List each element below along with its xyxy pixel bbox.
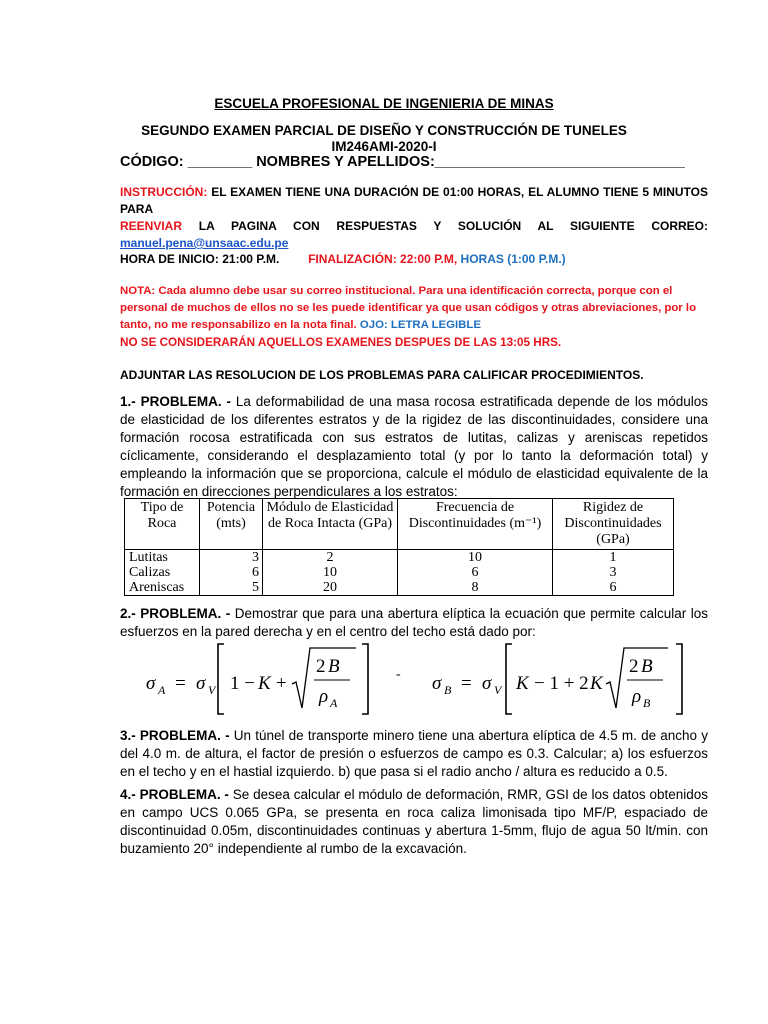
svg-text:− 1 + 2: − 1 + 2 [534, 673, 589, 694]
problem-3 [120, 727, 708, 781]
svg-text:V: V [494, 683, 502, 697]
svg-text:B: B [643, 696, 651, 710]
exam-title: SEGUNDO EXAMEN PARCIAL DE DISEÑO Y CONSTRUCCIÓN DE TUNELES [141, 123, 627, 138]
svg-text:B: B [641, 656, 653, 677]
svg-text:+: + [276, 673, 287, 694]
svg-text:=: = [175, 673, 186, 694]
problem-1-label: 1.- PROBLEMA. - [120, 394, 232, 409]
svg-text:σ: σ [146, 673, 156, 694]
cell-frecuencia: 8 [398, 580, 553, 596]
schedule-line [120, 252, 566, 266]
cell-rock: Areniscas [125, 580, 200, 596]
problem-1-text: La deformabilidad de una masa rocosa estratificada depende de los módulos de elasticidad de los diferentes estratos y de la rigidez de las discontinuidades, considere una formación rocosa estratificada con sus estratos de lutitas, calizas y areniscas repetidos cíclicamente, considerando el desplazamiento total (y por lo tanto la deformación total) y empleando la información que se proporciona, calcule el módulo de elasticidad equivalente de la formación en direcciones perpendiculares a los estratos: [120, 394, 708, 499]
header-modulo: Módulo de Elasticidad de Roca Intacta (GPa) [263, 499, 398, 550]
problem-4-label: 4.- PROBLEMA. - [120, 787, 229, 802]
duration: HORAS (1:00 P.M.) [460, 252, 566, 266]
svg-text:ρ: ρ [319, 686, 329, 707]
svg-text:σ: σ [196, 673, 206, 694]
problem-3-label: 3.- PROBLEMA. - [120, 728, 230, 743]
instruction-label: INSTRUCCIÓN: [120, 185, 208, 199]
cell-rock: Calizas [125, 565, 200, 580]
svg-text:V: V [208, 683, 216, 697]
svg-text:B: B [444, 683, 452, 697]
end-time: FINALIZACIÓN: 22:00 P.M, [308, 252, 458, 266]
formula-sigma-b [432, 644, 682, 714]
header-potencia: Potencia (mts) [200, 499, 263, 550]
problem-3-text: Un túnel de transporte minero tiene una abertura elíptica de 4.5 m. de ancho y del 4.0 m. de altura, el factor de presión o esfuerzos de campo es 0.3. Calcular; a) los esfuerzos en el techo y en el hastial izquierdo. b) que pasa si el radio ancho / altura es reducido a 0.5. [120, 728, 708, 779]
instruction-text-1: EL EXAMEN TIENE UNA DURACIÓN DE 01:00 HORAS, EL ALUMNO TIENE 5 MINUTOS PARA [120, 185, 708, 216]
start-time: HORA DE INICIO: 21:00 P.M. [120, 252, 280, 266]
cell-potencia: 6 [200, 565, 263, 580]
cell-modulo: 10 [263, 565, 398, 580]
problem-4 [120, 786, 708, 858]
nota-text: NOTA: Cada alumno debe usar su correo institucional. Para una identificación correcta, porque con el personal de muchos de ellos no se les puede identificar ya que usan códigos y otras abreviaciones, por lo tanto, no me responsabilizo en la nota final. [120, 285, 697, 331]
problem-2-label: 2.- PROBLEMA. - [120, 606, 231, 621]
cell-frecuencia: 6 [398, 565, 553, 580]
formula-graphic [120, 636, 720, 720]
svg-text:K: K [516, 673, 529, 694]
problem-4-text: Se desea calcular el módulo de deformación, RMR, GSI de los datos obtenidos en campo UCS 0.065 GPa, se presenta en roca caliza limonisada tipo MF/P, espaciado de discontinuidad 0.05m, discontinuidades continuas y abertura 1-5mm, flujo de agua 50 lt/min. con buzamiento 20° independiente al rumbo de la excavación. [120, 787, 708, 856]
header-tipo-roca: Tipo de Roca [125, 499, 200, 550]
rock-properties-table [124, 498, 674, 596]
formula-sigma-a [146, 644, 368, 714]
header-rigidez: Rigidez de Discontinuidades (GPa) [553, 499, 674, 550]
deadline-notice: NO SE CONSIDERARÁN AQUELLOS EXAMENES DESPUES DE LAS 13:05 HRS. [120, 336, 562, 349]
cell-frecuencia: 10 [398, 550, 553, 566]
instruction-text-2: LA PAGINA CON RESPUESTAS Y SOLUCIÓN AL SIGUIENTE CORREO: [198, 219, 708, 233]
table-row [125, 565, 674, 580]
table-header-row [125, 499, 674, 550]
table-row [125, 580, 674, 596]
cell-modulo: 20 [263, 580, 398, 596]
cell-rock: Lutitas [125, 550, 200, 566]
instruction-line-2 [120, 218, 708, 235]
table-row [125, 550, 674, 566]
formula-separator: - [396, 667, 401, 682]
svg-text:A: A [330, 696, 338, 710]
cell-rigidez: 6 [553, 580, 674, 596]
svg-text:=: = [461, 673, 472, 694]
svg-text:σ: σ [432, 673, 442, 694]
svg-text:A: A [158, 683, 166, 697]
reenviar-word: REENVIAR [120, 219, 183, 233]
svg-text:2: 2 [629, 656, 639, 677]
cell-potencia: 5 [200, 580, 263, 596]
problem-2-text: Demostrar que para una abertura elíptica la ecuación que permite calcular los esfuerzos en la pared derecha y en el centro del techo está dado por: [120, 606, 708, 639]
course-code: IM246AMI-2020-I [331, 139, 437, 154]
svg-text:K: K [590, 673, 603, 694]
codigo-name-line: CÓDIGO: ________ NOMBRES Y APELLIDOS:_______________________________ [120, 154, 685, 170]
header-frecuencia: Frecuencia de Discontinuidades (m⁻¹) [398, 499, 553, 550]
instruction-line-3 [120, 235, 708, 252]
svg-text:ρ: ρ [632, 686, 642, 707]
cell-potencia: 3 [200, 550, 263, 566]
cell-rigidez: 3 [553, 565, 674, 580]
email-link[interactable]: manuel.pena@unsaac.edu.pe [120, 236, 289, 250]
svg-text:B: B [328, 656, 340, 677]
problem-1 [120, 393, 708, 501]
nota-block [120, 283, 720, 334]
cell-modulo: 2 [263, 550, 398, 566]
cell-rigidez: 1 [553, 550, 674, 566]
svg-text:2: 2 [316, 656, 326, 677]
svg-text:K: K [258, 673, 271, 694]
instruction-block [120, 184, 708, 252]
adjuntar-notice: ADJUNTAR LAS RESOLUCION DE LOS PROBLEMAS PARA CALIFICAR PROCEDIMIENTOS. [120, 368, 644, 382]
ojo-text: OJO: LETRA LEGIBLE [359, 319, 481, 331]
stress-formulas [120, 636, 720, 720]
svg-text:σ: σ [482, 673, 492, 694]
svg-text:1 −: 1 − [230, 673, 255, 694]
school-title: ESCUELA PROFESIONAL DE INGENIERIA DE MINAS [214, 96, 554, 111]
instruction-line-1 [120, 184, 708, 218]
